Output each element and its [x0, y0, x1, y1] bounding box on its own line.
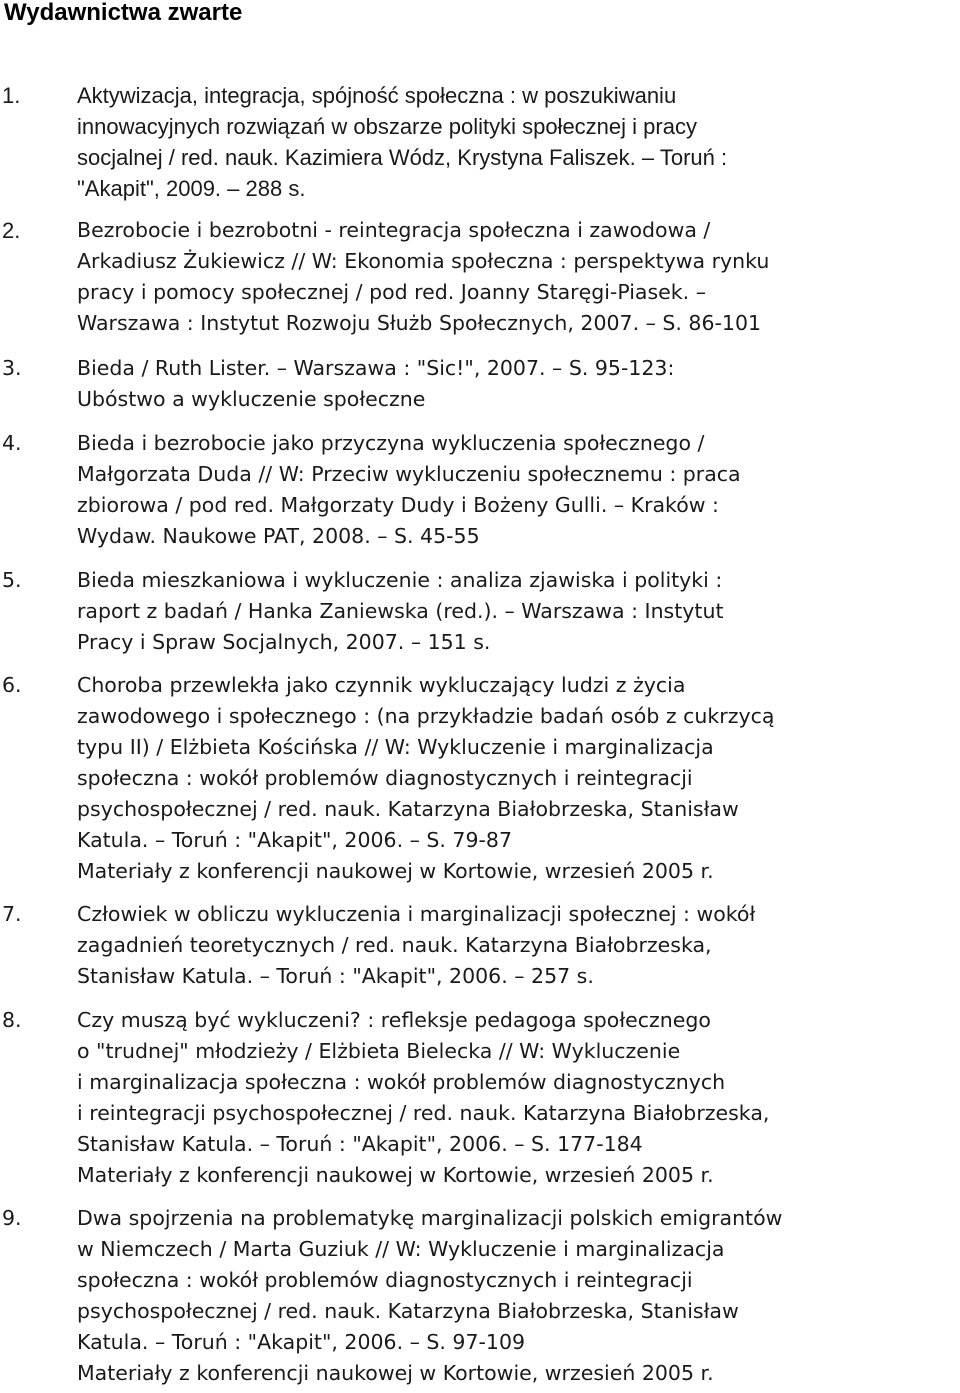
- entry-text: [77, 80, 959, 204]
- entry-line: Arkadiusz Żukiewicz // W: Ekonomia społeczna : perspektywa rynku: [77, 249, 770, 273]
- entry-text: [77, 428, 959, 552]
- entry-line: zagadnień teoretycznych / red. nauk. Katarzyna Białobrzeska,: [77, 933, 712, 957]
- entry-line: Bezrobocie i bezrobotni - reintegracja społeczna i zawodowa /: [77, 218, 711, 242]
- entry-line: Stanisław Katula. – Toruń : "Akapit", 2006. – S. 177-184: [77, 1132, 643, 1156]
- entry-line: Choroba przewlekła jako czynnik wykluczający ludzi z życia: [77, 673, 686, 697]
- entry-number: 7.: [2, 902, 22, 926]
- entry-number: 5.: [2, 568, 22, 592]
- entry-line: o "trudnej" młodzieży / Elżbieta Bielecka // W: Wykluczenie: [77, 1039, 681, 1063]
- entry-text: [77, 1203, 959, 1389]
- entry-number: 1.: [2, 83, 21, 108]
- entry-line: Materiały z konferencji naukowej w Kortowie, wrzesień 2005 r.: [77, 859, 714, 883]
- entry-line: Materiały z konferencji naukowej w Kortowie, wrzesień 2005 r.: [77, 1163, 714, 1187]
- entry-text: [77, 899, 959, 992]
- entry-line: Wydaw. Naukowe PAT, 2008. – S. 45-55: [77, 524, 480, 548]
- entry-line: i marginalizacja społeczna : wokół problemów diagnostycznych: [77, 1070, 726, 1094]
- page-title: Wydawnictwa zwarte: [4, 0, 243, 26]
- entry-line: i reintegracji psychospołecznej / red. nauk. Katarzyna Białobrzeska,: [77, 1101, 770, 1125]
- entry-line: społeczna : wokół problemów diagnostycznych i reintegracji: [77, 766, 693, 790]
- entry-number: 6.: [2, 673, 22, 697]
- entry-line: psychospołecznej / red. nauk. Katarzyna Białobrzeska, Stanisław: [77, 797, 739, 821]
- entry-text: [77, 353, 959, 415]
- entry-number: 3.: [2, 356, 22, 380]
- entry-line: Stanisław Katula. – Toruń : "Akapit", 2006. – 257 s.: [77, 964, 594, 988]
- entry-number: 2.: [2, 218, 21, 243]
- entry-number: 8.: [2, 1008, 22, 1032]
- entry-line: Bieda i bezrobocie jako przyczyna wykluczenia społecznego /: [77, 431, 705, 455]
- entry-line: Małgorzata Duda // W: Przeciw wykluczeniu społecznemu : praca: [77, 462, 741, 486]
- entry-line: zbiorowa / pod red. Małgorzaty Dudy i Bożeny Gulli. – Kraków :: [77, 493, 719, 517]
- entry-line: Dwa spojrzenia na problematykę marginalizacji polskich emigrantów: [77, 1206, 783, 1230]
- entry-line: społeczna : wokół problemów diagnostycznych i reintegracji: [77, 1268, 693, 1292]
- entry-line: pracy i pomocy społecznej / pod red. Joanny Staręgi-Piasek. –: [77, 280, 706, 304]
- entry-line: Bieda / Ruth Lister. – Warszawa : "Sic!", 2007. – S. 95-123:: [77, 356, 675, 380]
- entry-number: 4.: [2, 431, 22, 455]
- entry-line: Katula. – Toruń : "Akapit", 2006. – S. 97-109: [77, 1330, 526, 1354]
- entry-line: Bieda mieszkaniowa i wykluczenie : analiza zjawiska i polityki :: [77, 568, 723, 592]
- entry-text: [77, 215, 959, 339]
- entry-line: w Niemczech / Marta Guziuk // W: Wykluczenie i marginalizacja: [77, 1237, 725, 1261]
- entry-line: typu II) / Elżbieta Kościńska // W: Wykluczenie i marginalizacja: [77, 735, 714, 759]
- entry-line: Pracy i Spraw Socjalnych, 2007. – 151 s.: [77, 630, 491, 654]
- entry-line: "Akapit", 2009. – 288 s.: [77, 176, 306, 201]
- entry-line: Aktywizacja, integracja, spójność społeczna : w poszukiwaniu: [77, 83, 677, 108]
- entry-line: innowacyjnych rozwiązań w obszarze polityki społecznej i pracy: [77, 114, 697, 139]
- entry-line: Warszawa : Instytut Rozwoju Służb Społecznych, 2007. – S. 86-101: [77, 311, 762, 335]
- entry-line: Materiały z konferencji naukowej w Kortowie, wrzesień 2005 r.: [77, 1361, 714, 1385]
- entry-text: [77, 565, 959, 658]
- entry-line: Katula. – Toruń : "Akapit", 2006. – S. 79-87: [77, 828, 512, 852]
- entry-line: socjalnej / red. nauk. Kazimiera Wódz, Krystyna Faliszek. – Toruń :: [77, 145, 728, 170]
- entry-text: [77, 1005, 959, 1191]
- entry-text: [77, 670, 959, 887]
- entry-line: Człowiek w obliczu wykluczenia i marginalizacji społecznej : wokół: [77, 902, 756, 926]
- entry-line: raport z badań / Hanka Zaniewska (red.). – Warszawa : Instytut: [77, 599, 724, 623]
- entry-line: zawodowego i społecznego : (na przykładzie badań osób z cukrzycą: [77, 704, 775, 728]
- entry-line: psychospołecznej / red. nauk. Katarzyna Białobrzeska, Stanisław: [77, 1299, 739, 1323]
- entry-number: 9.: [2, 1206, 22, 1230]
- entry-line: Ubóstwo a wykluczenie społeczne: [77, 387, 426, 411]
- entry-line: Czy muszą być wykluczeni? : refleksje pedagoga społecznego: [77, 1008, 711, 1032]
